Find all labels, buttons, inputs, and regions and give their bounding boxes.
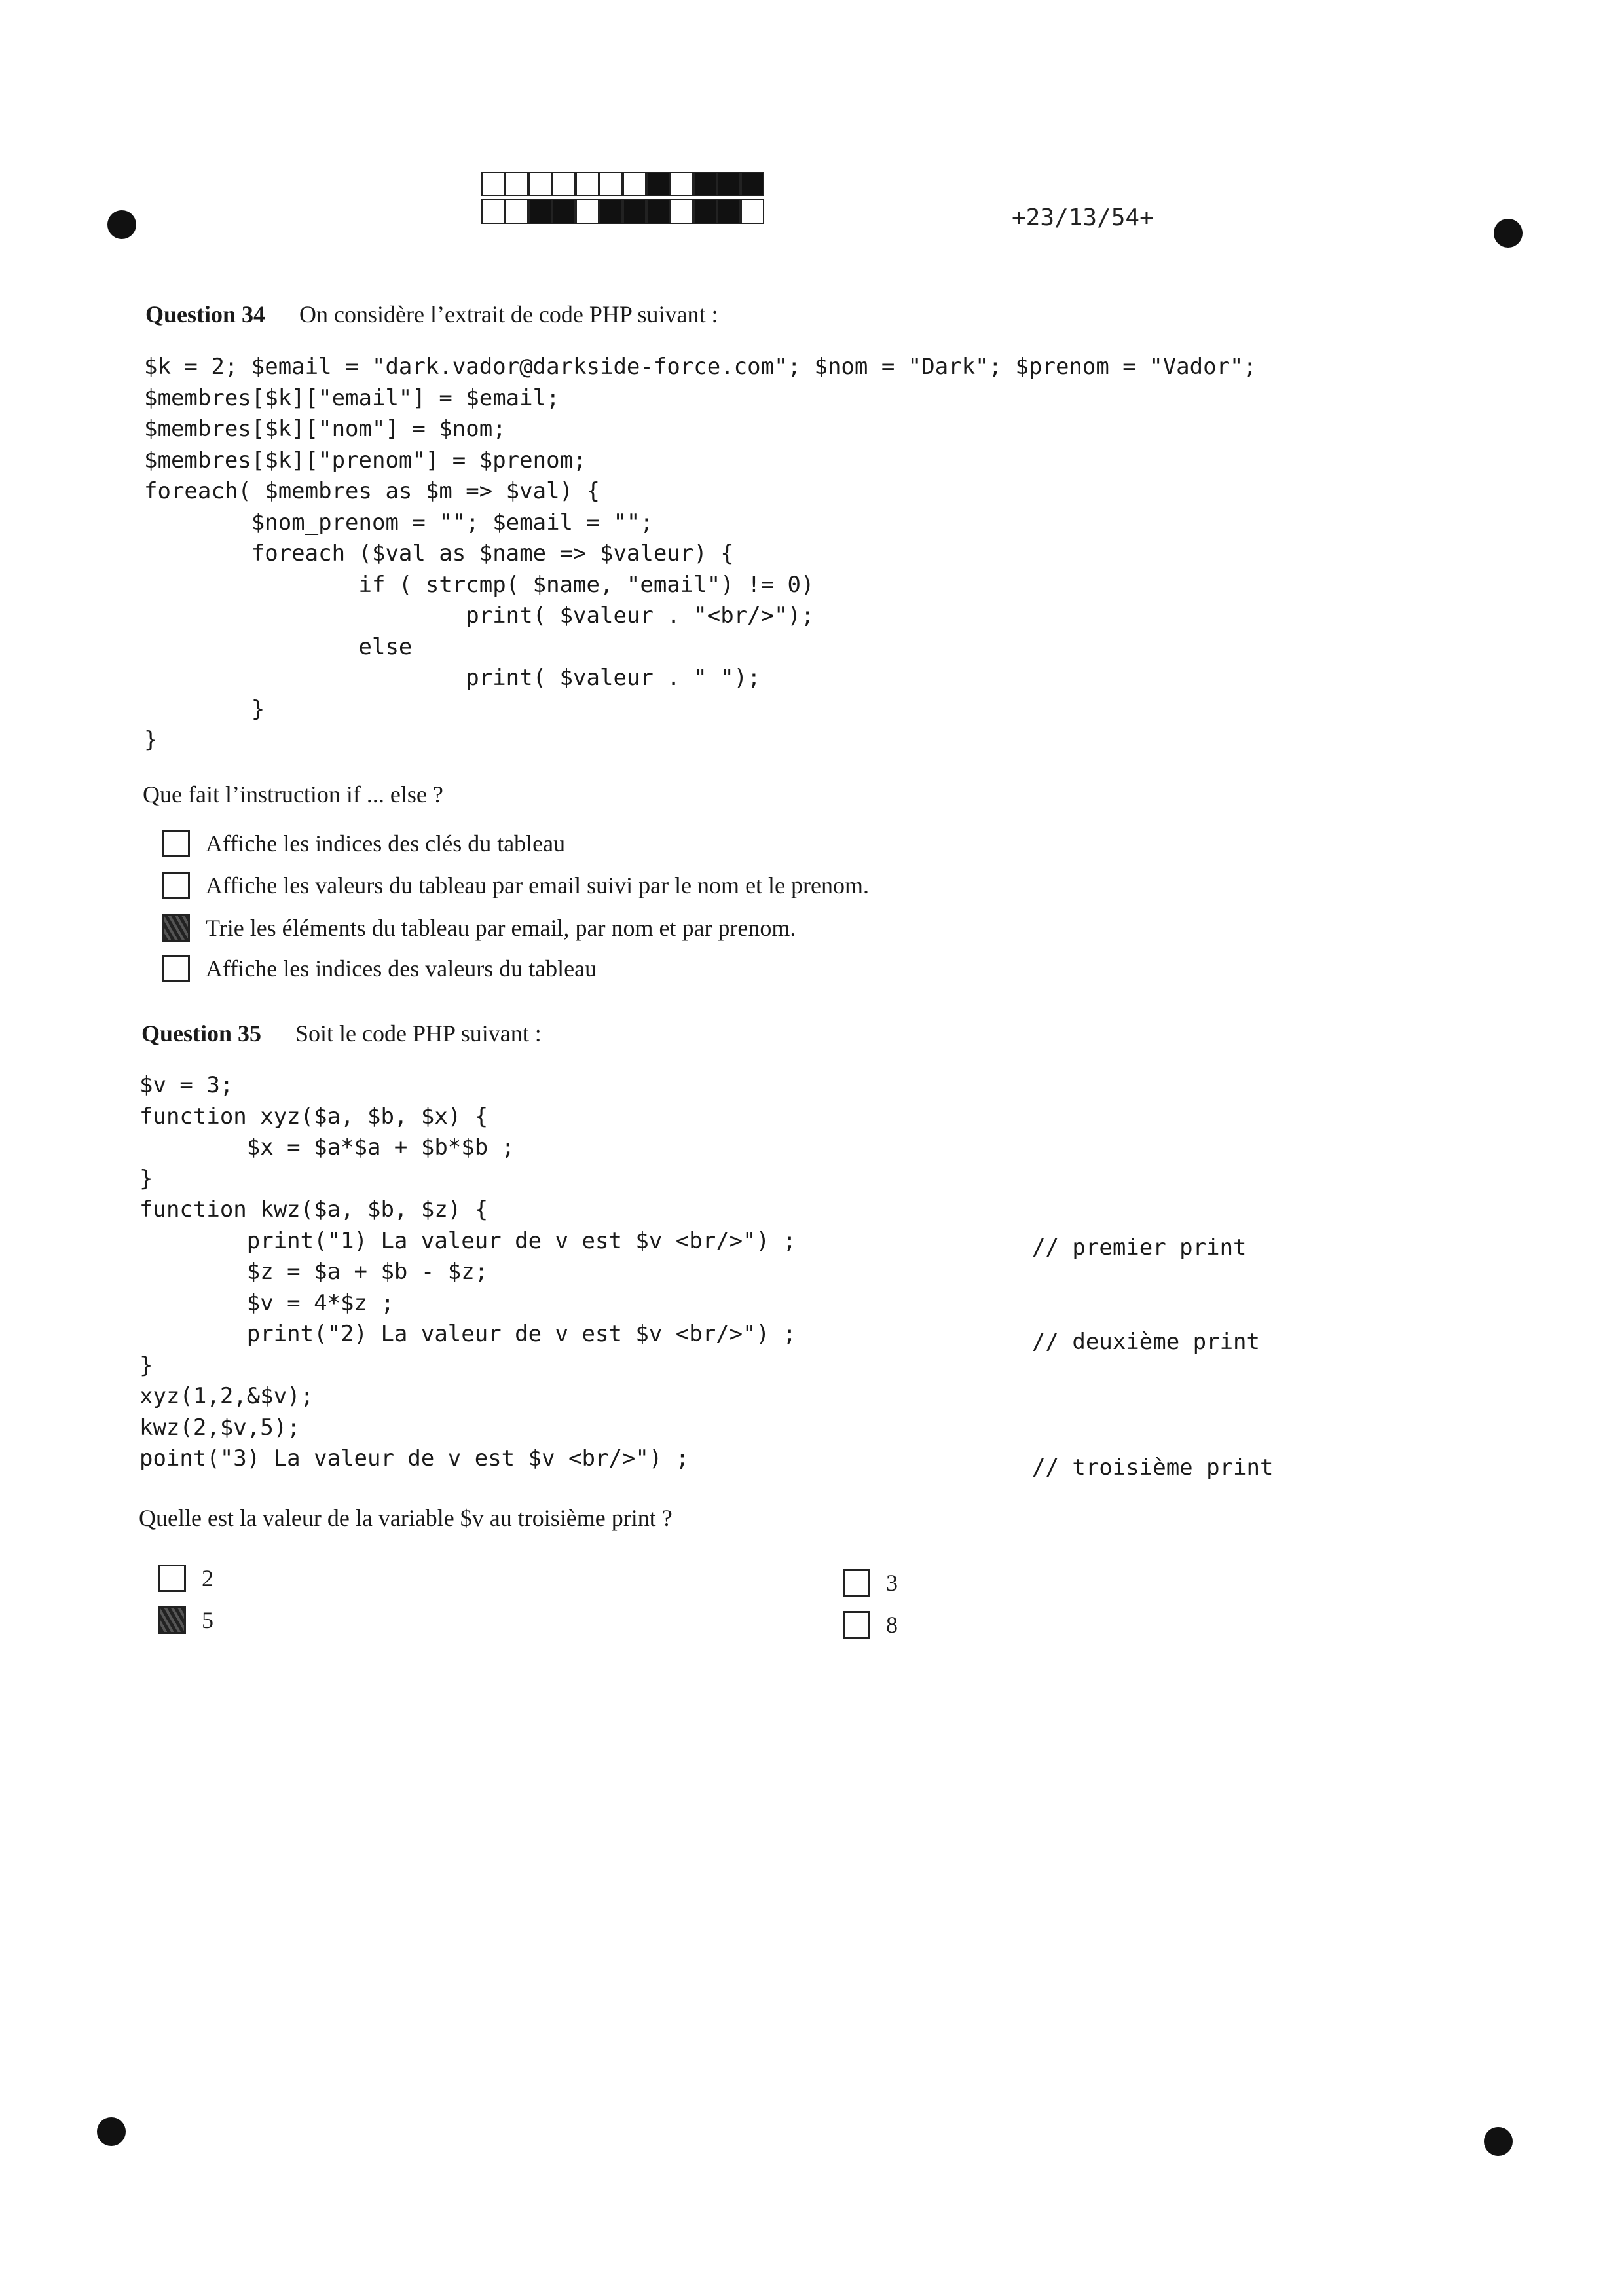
question-35-label: Question 35: [141, 1020, 262, 1046]
question-35-title: [141, 1020, 542, 1047]
code-row-1-box-10: [693, 172, 717, 196]
code-row-2-box-1: [481, 199, 505, 224]
q34-answer-1[interactable]: [162, 830, 565, 857]
q34-answer-3-label: Trie les éléments du tableau par email, par nom et par prenom.: [206, 915, 796, 941]
code-row-1-box-5: [576, 172, 599, 196]
code-row-1-box-11: [717, 172, 741, 196]
sheet-code-row-2: [481, 199, 764, 224]
code-row-2-box-11: [717, 199, 741, 224]
q35-answer-5-label: 5: [202, 1607, 213, 1633]
code-row-2-box-6: [599, 199, 623, 224]
q34-answer-1-label: Affiche les indices des clés du tableau: [206, 830, 566, 857]
q34-answer-3[interactable]: [162, 914, 796, 942]
registration-mark-top-right: [1494, 219, 1522, 248]
q35-answer-5[interactable]: [158, 1606, 213, 1634]
q34-answer-2[interactable]: [162, 872, 869, 899]
q35-answer-3-label: 3: [886, 1570, 898, 1596]
code-row-1-box-4: [552, 172, 576, 196]
question-35-prompt: Quelle est la valeur de la variable $v au troisième print ?: [139, 1505, 673, 1531]
registration-mark-bottom-left: [97, 2117, 126, 2146]
code-row-1-box-7: [623, 172, 646, 196]
question-34-text: On considère l’extrait de code PHP suivant :: [299, 301, 718, 327]
question-34-label: Question 34: [145, 301, 266, 327]
q35-answer-2-checkbox[interactable]: [158, 1565, 186, 1592]
code-row-1-box-8: [646, 172, 670, 196]
question-34-code: $k = 2; $email = "dark.vador@darkside-force.com"; $nom = "Dark"; $prenom = "Vador"; $membres[$k]["email"] = $email; $membres[$k]["nom"] = $nom; $membres[$k]["prenom"] = $prenom; foreach( $membres as $m => $val) { $nom_prenom = ""; $email = ""; foreach ($val as $name => $valeur) { if ( strcmp( $name, "email") != 0) print( $valeur . "<br/>"); else print( $valeur . " "); } }: [144, 354, 1257, 753]
question-34-title: [145, 301, 718, 328]
code-row-1-box-2: [505, 172, 528, 196]
code-row-2-box-12: [741, 199, 764, 224]
q34-answer-4-label: Affiche les indices des valeurs du tableau: [206, 955, 597, 982]
code-row-2-box-8: [646, 199, 670, 224]
code-row-2-box-4: [552, 199, 576, 224]
code-row-1-box-6: [599, 172, 623, 196]
code-row-2-box-3: [528, 199, 552, 224]
registration-mark-top-left: [107, 210, 136, 239]
code-row-2-box-9: [670, 199, 693, 224]
q34-answer-1-checkbox[interactable]: [162, 830, 190, 857]
code-row-1-box-3: [528, 172, 552, 196]
registration-mark-bottom-right: [1484, 2127, 1513, 2156]
page-id: +23/13/54+: [1012, 204, 1154, 231]
q35-answer-2-label: 2: [202, 1565, 213, 1591]
question-35-text: Soit le code PHP suivant :: [295, 1020, 542, 1046]
question-35-code: $v = 3; function xyz($a, $b, $x) { $x = $a*$a + $b*$b ; } function kwz($a, $b, $z) { print("1) La valeur de v est $v <br/>") ; $z = $a + $b - $z; $v = 4*$z ; print("2) La valeur de v est $v <br/>") ; } xyz(1,2,&$v); kwz(2,$v,5); point("3) La valeur de v est $v <br/>") ;: [139, 1072, 797, 1472]
comment-premier-print: // premier print: [1032, 1234, 1247, 1261]
code-row-1-box-12: [741, 172, 764, 196]
code-row-1-box-9: [670, 172, 693, 196]
comment-deuxieme-print: // deuxième print: [1032, 1329, 1260, 1355]
code-row-2-box-2: [505, 199, 528, 224]
q35-answer-5-checkbox[interactable]: [158, 1606, 186, 1634]
q34-answer-4-checkbox[interactable]: [162, 955, 190, 982]
q34-answer-2-label: Affiche les valeurs du tableau par email suivi par le nom et le prenom.: [206, 872, 869, 898]
question-34-prompt: Que fait l’instruction if ... else ?: [143, 781, 443, 807]
q35-answer-8-label: 8: [886, 1612, 898, 1638]
q34-answer-3-checkbox[interactable]: [162, 914, 190, 942]
q35-answer-2[interactable]: [158, 1565, 213, 1592]
code-row-1-box-1: [481, 172, 505, 196]
q35-answer-3-checkbox[interactable]: [843, 1569, 870, 1597]
q34-answer-4[interactable]: [162, 955, 597, 982]
code-row-2-box-10: [693, 199, 717, 224]
sheet-code-row-1: [481, 172, 764, 196]
comment-troisieme-print: // troisième print: [1032, 1454, 1274, 1481]
q35-answer-3[interactable]: [843, 1569, 898, 1597]
code-row-2-box-5: [576, 199, 599, 224]
q35-answer-8[interactable]: [843, 1611, 898, 1639]
q34-answer-2-checkbox[interactable]: [162, 872, 190, 899]
code-row-2-box-7: [623, 199, 646, 224]
q35-answer-8-checkbox[interactable]: [843, 1611, 870, 1639]
